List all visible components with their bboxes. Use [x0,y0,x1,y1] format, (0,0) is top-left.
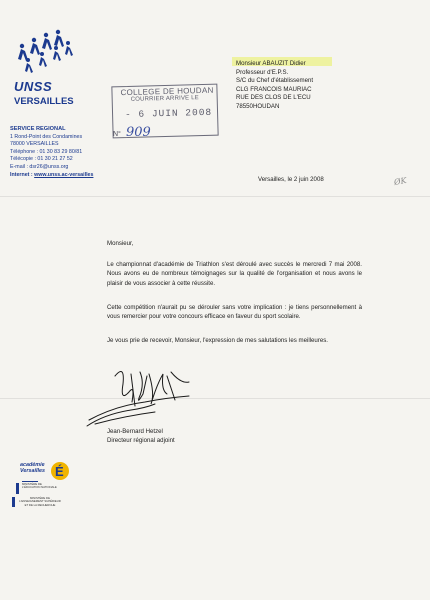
recipient-role: Professeur d'E.P.S. [236,68,289,76]
ministry-higher-education [18,497,62,507]
sender-block [10,126,120,179]
sender-web [10,172,120,180]
paragraph-2: Cette compétition n'aurait pu se dérouler sans votre implication : je tiens personnellement à vous remercier pour votre concours efficace en faveur du sport scolaire. [107,304,362,321]
letter-date: Versailles, le 2 juin 2008 [258,176,324,183]
svg-text:É: É [55,464,64,479]
stamp-school: COLLEGE DE HOUDAN [120,85,214,98]
recipient-street: RUE DES CLOS DE L'ECU [236,94,311,102]
ministry-line: L'ENSEIGNEMENT SUPÉRIEUR [19,499,61,504]
sender-service: SERVICE REGIONAL [10,126,66,132]
sender-address1: 1 Rond-Point des Condamines [10,133,83,140]
handwritten-note: ØK [393,175,408,188]
recipient-block [236,60,426,112]
org-name: UNSS [14,79,53,94]
fold-line [0,398,430,399]
recipient-via: S/C du Chef d'établissement [236,77,314,85]
recipient-school: CLG FRANCOIS MAURIAC [236,85,312,93]
handwritten-signature [85,354,195,434]
ministry-line: ET DE LA RECHERCHE [24,502,56,507]
recipient-name: Monsieur ABAUZIT Didier [236,60,306,67]
recipient-city: 78550HOUDAN [236,102,280,110]
registration-prefix: N° [113,131,121,138]
paragraph-1: Le championnat d'académie de Triathlon s'est déroulé avec succès le mercredi 7 mai 2008. Nous avons eu de nombreux témoignages sur la qualité de l'organisation et nous avons le plaisir de vous associer à cette réussite. [107,261,362,287]
sender-address2: 78000 VERSAILLES [10,141,59,148]
ministry-line: L'ÉDUCATION NATIONALE [22,485,57,490]
academie-label: académie [20,462,45,468]
versailles-label: Versailles [20,468,45,474]
web-link[interactable]: www.unss.ac-versailles [34,171,94,178]
ministry-line: MINISTÈRE DE [22,482,42,486]
ministry-line: MINISTÈRE DE [30,496,50,500]
fold-line [0,196,430,197]
paragraph-3: Je vous prie de recevoir, Monsieur, l'expression de mes salutations les meilleures. [107,337,328,344]
registration-number: 909 [126,125,151,140]
signer-name: Jean-Bernard Hetzel [107,428,163,435]
signer-block [107,427,175,445]
unss-runners-logo [14,26,74,76]
sender-email: E-mail : dsr26@unss.org [10,163,69,170]
sender-fax: Télécopie : 01 30 21 27 52 [10,156,73,163]
org-subtitle: VERSAILLES [14,96,74,107]
web-label: Internet : [10,171,33,178]
signer-title: Directeur régional adjoint [107,437,175,444]
salutation: Monsieur, [107,240,134,247]
sender-phone: Téléphone : 01 30 83 29 80/81 [10,148,83,155]
stamp-received: COURRIER ARRIVE LE [130,95,200,103]
stamp-date: - 6 JUIN 2008 [124,106,213,121]
ministry-education [22,483,57,490]
